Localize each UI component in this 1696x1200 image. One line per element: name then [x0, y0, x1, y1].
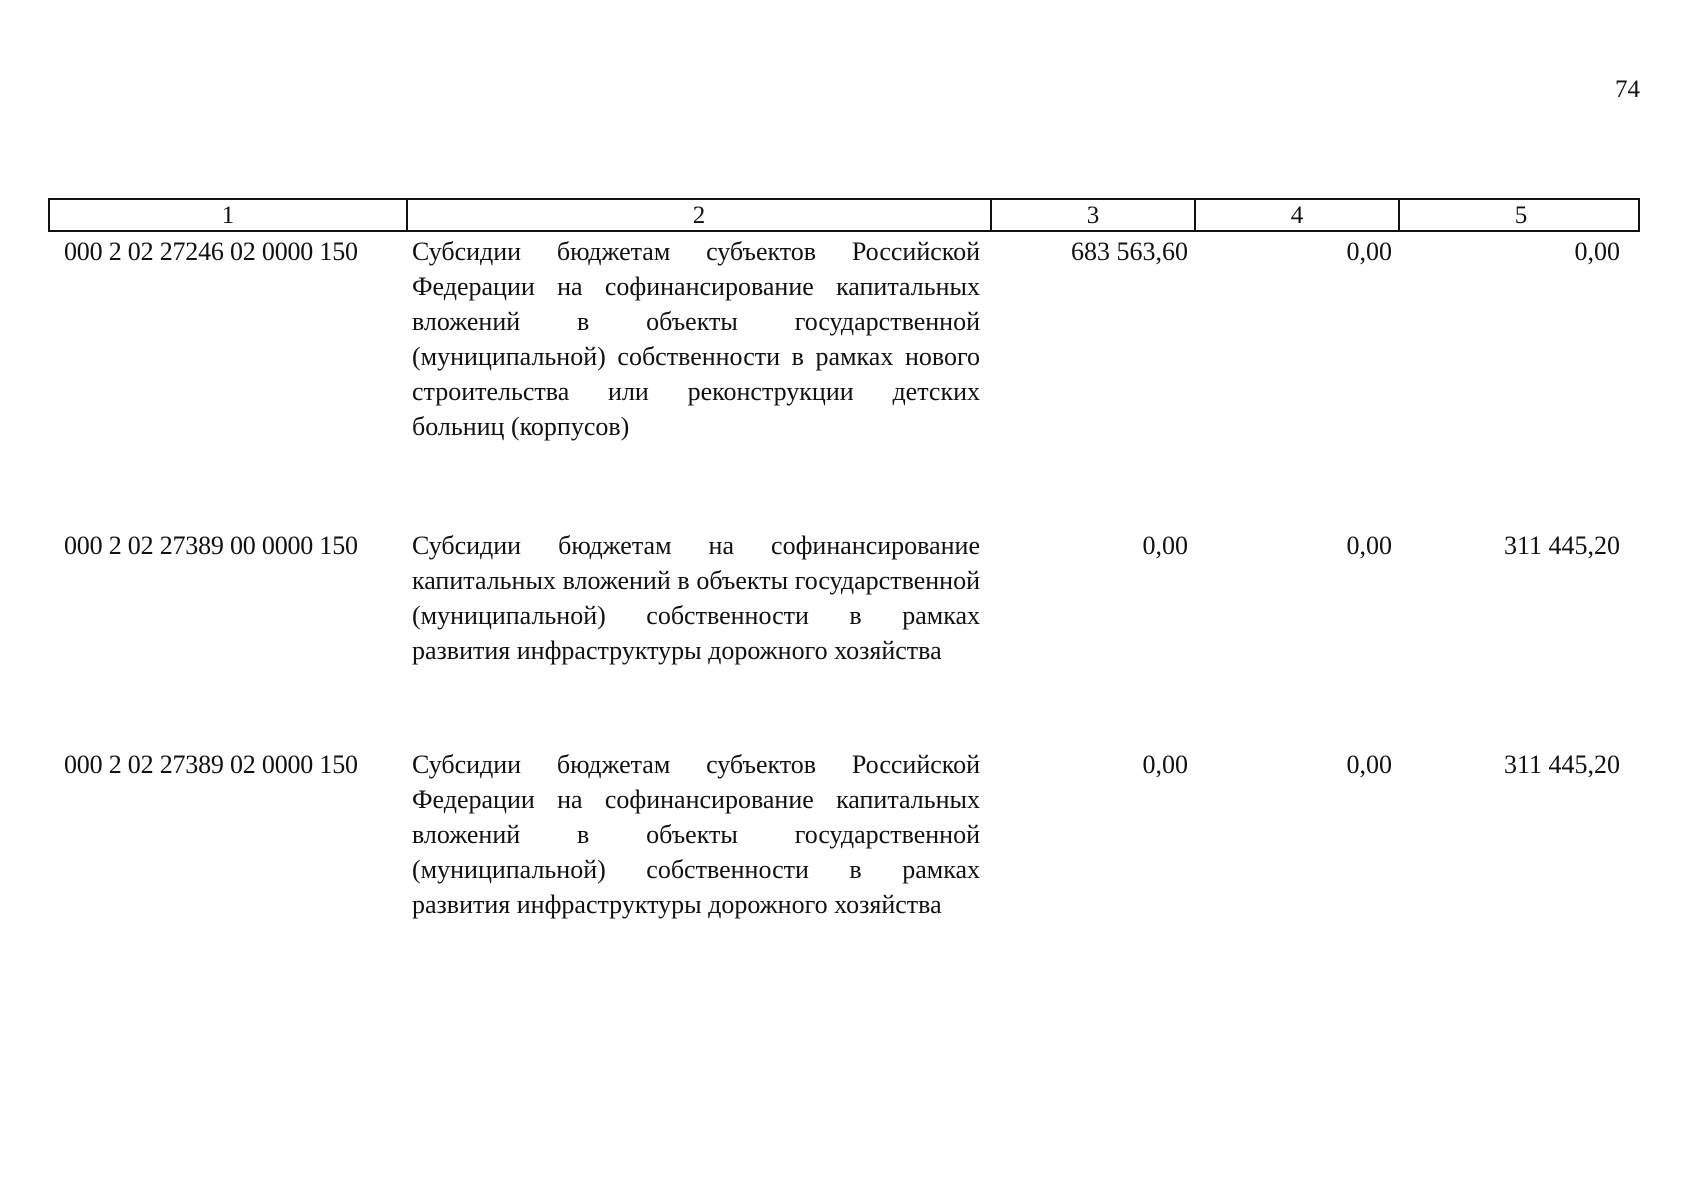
amount-col4: 0,00: [1346, 750, 1392, 779]
column-header-2: 2: [408, 200, 992, 232]
row-description: Субсидии бюджетам на софинансирование капитальных вложений в объекты государственной (муниципальной) собственности в рамках развития инфраструктуры дорожного хозяйства: [412, 531, 980, 665]
table-row: [48, 747, 1640, 922]
row-description: Субсидии бюджетам субъектов Российской Федерации на софинансирование капитальных вложений в объекты государственной (муниципальной) собственности в рамках нового строительства или реконструкции детских больниц (корпусов): [412, 237, 980, 441]
amount-col3: 0,00: [1142, 531, 1188, 560]
budget-table: [48, 198, 1640, 919]
row-description: Субсидии бюджетам субъектов Российской Федерации на софинансирование капитальных вложений в объекты государственной (муниципальной) собственности в рамках развития инфраструктуры дорожного хозяйства: [412, 750, 980, 919]
table-header-row: [48, 198, 1640, 232]
budget-code: 000 2 02 27246 02 0000 150: [64, 237, 358, 266]
column-header-1: 1: [50, 200, 408, 232]
amount-col3: 683 563,60: [1071, 237, 1188, 266]
budget-code: 000 2 02 27389 00 0000 150: [64, 531, 358, 560]
amount-col5: 311 445,20: [1503, 750, 1620, 779]
column-header-3: 3: [992, 200, 1196, 232]
budget-code: 000 2 02 27389 02 0000 150: [64, 750, 358, 779]
table-row: [48, 528, 1640, 668]
amount-col4: 0,00: [1346, 531, 1392, 560]
amount-col4: 0,00: [1346, 237, 1392, 266]
amount-col3: 0,00: [1142, 750, 1188, 779]
page-number: 74: [1615, 76, 1640, 103]
column-header-5: 5: [1514, 202, 1528, 229]
amount-col5: 0,00: [1574, 237, 1620, 266]
column-header-4: 4: [1196, 200, 1400, 232]
amount-col5: 311 445,20: [1503, 531, 1620, 560]
table-row: [48, 234, 1640, 444]
